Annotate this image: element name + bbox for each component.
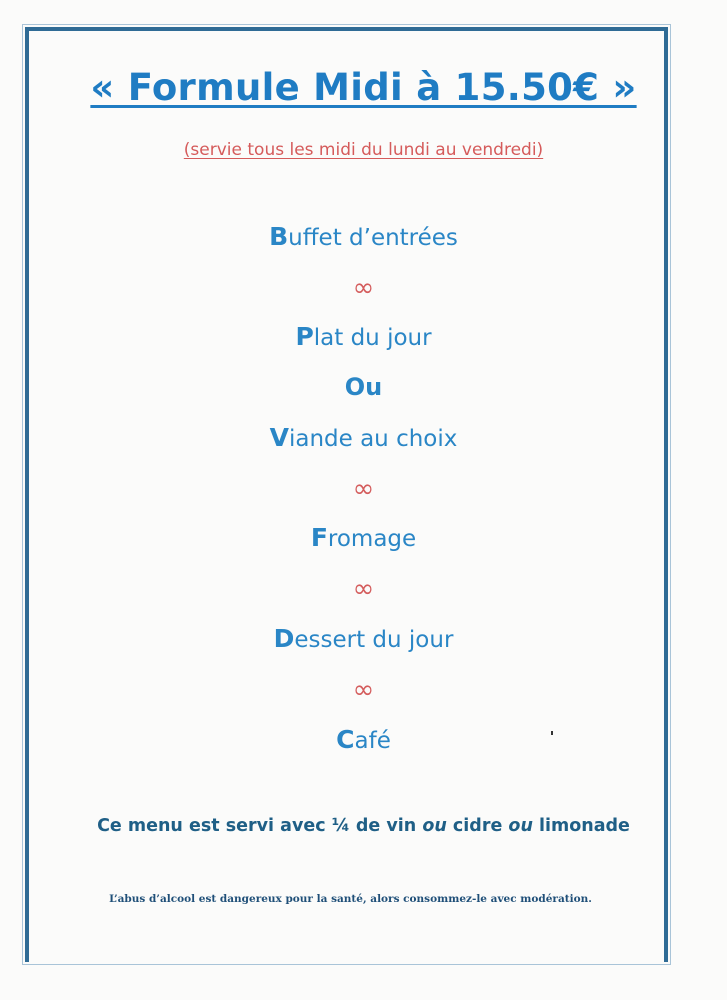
- menu-item-fromage: [0, 523, 727, 552]
- item-initial: F: [310, 523, 328, 552]
- item-text: uffet d’entrées: [288, 225, 458, 251]
- infinity-separator: ∞: [352, 273, 375, 303]
- item-initial: D: [273, 624, 295, 653]
- item-text: iande au choix: [288, 426, 458, 452]
- infinity-separator: ∞: [352, 675, 375, 705]
- item-text: lat du jour: [313, 325, 432, 351]
- alcohol-warning: L’abus d’alcool est dangereux pour la santé, alors consommez-le avec modération.: [109, 893, 592, 905]
- item-text: afé: [354, 728, 391, 754]
- item-initial: P: [295, 322, 314, 351]
- menu-item-buffet: [0, 222, 727, 251]
- drinks-note-or: ou: [508, 816, 533, 836]
- item-initial: V: [269, 423, 289, 452]
- drinks-note-text: cidre: [446, 816, 509, 836]
- item-initial: B: [269, 222, 289, 251]
- infinity-separator: ∞: [352, 574, 375, 604]
- item-text: romage: [327, 526, 417, 552]
- drinks-note-or: ou: [422, 816, 447, 836]
- scan-speck: [551, 731, 553, 735]
- or-word: Ou: [344, 373, 383, 401]
- drinks-note: [0, 816, 727, 836]
- menu-item-viande: [0, 423, 727, 452]
- menu-title: « Formule Midi à 15.50€ »: [90, 66, 637, 109]
- menu-item-dessert: [0, 624, 727, 653]
- item-text: essert du jour: [294, 627, 454, 653]
- item-initial: C: [336, 725, 355, 754]
- menu-item-plat: [0, 322, 727, 351]
- drinks-note-text: limonade: [532, 816, 630, 836]
- infinity-separator: ∞: [352, 474, 375, 504]
- drinks-note-text: Ce menu est servi avec ¼ de vin: [97, 816, 423, 836]
- menu-subtitle: (servie tous les midi du lundi au vendredi): [183, 140, 544, 160]
- menu-item-cafe: [0, 725, 727, 754]
